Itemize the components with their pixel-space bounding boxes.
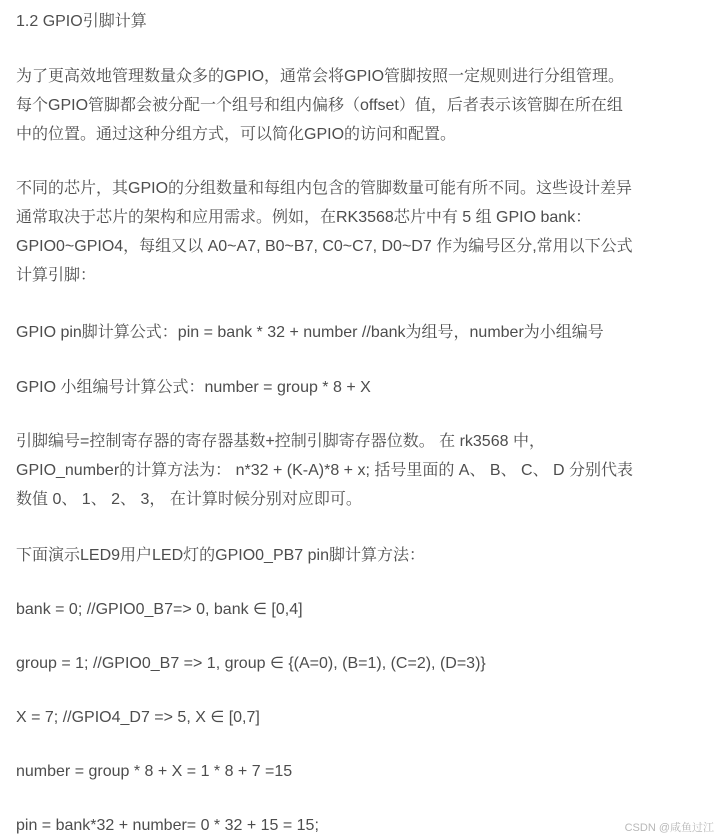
paragraph-x-line	[16, 703, 716, 732]
text-line: group = 1; //GPIO0_B7 => 1, group ∈ {(A=0), (B=1), (C=2), (D=3)}	[16, 655, 486, 672]
text-line: GPIO pin脚计算公式：pin = bank * 32 + number //bank为组号，number为小组编号	[16, 324, 604, 341]
paragraph-pin-formula	[16, 318, 716, 347]
text-line: 下面演示LED9用户LED灯的GPIO0_PB7 pin脚计算方法：	[16, 547, 425, 564]
text-line: X = 7; //GPIO4_D7 => 5, X ∈ [0,7]	[16, 709, 260, 726]
csdn-watermark: CSDN @咸鱼过江	[624, 822, 714, 834]
text-line: 每个GPIO管脚都会被分配一个组号和组内偏移（offset）值，后者表示该管脚在所在组	[16, 97, 623, 114]
paragraph-number-formula	[16, 373, 716, 402]
section-heading: 1.2 GPIO引脚计算	[16, 13, 147, 30]
paragraph-group-line	[16, 649, 716, 678]
paragraph-demo-intro	[16, 541, 716, 570]
paragraph-register-explanation	[16, 427, 716, 514]
text-line: 不同的芯片，其GPIO的分组数量和每组内包含的管脚数量可能有所不同。这些设计差异	[16, 180, 633, 197]
text-line: GPIO_number的计算方法为： n*32 + (K-A)*8 + x; 括号里面的 A、 B、 C、 D 分别代表	[16, 462, 634, 479]
paragraph-chip-differences	[16, 174, 716, 290]
text-line: 计算引脚：	[16, 267, 97, 284]
text-line: number = group * 8 + X = 1 * 8 + 7 =15	[16, 763, 293, 780]
text-line: 为了更高效地管理数量众多的GPIO，通常会将GPIO管脚按照一定规则进行分组管理。	[16, 68, 625, 85]
paragraph-number-calc	[16, 757, 716, 786]
paragraph-pin-calc	[16, 811, 716, 840]
text-line: pin = bank*32 + number= 0 * 32 + 15 = 15;	[16, 817, 319, 834]
text-line: 数值 0、 1、 2、 3， 在计算时候分别对应即可。	[16, 491, 362, 508]
text-line: bank = 0; //GPIO0_B7=> 0, bank ∈ [0,4]	[16, 601, 303, 618]
paragraph-gpio-grouping	[16, 62, 716, 149]
paragraph-bank-line	[16, 595, 716, 624]
text-line: GPIO0~GPIO4，每组又以 A0~A7, B0~B7, C0~C7, D0~D7 作为编号区分,常用以下公式	[16, 238, 633, 255]
text-line: 通常取决于芯片的架构和应用需求。例如，在RK3568芯片中有 5 组 GPIO bank：	[16, 209, 592, 226]
text-line: GPIO 小组编号计算公式：number = group * 8 + X	[16, 379, 371, 396]
text-line: 引脚编号=控制寄存器的寄存器基数+控制引脚寄存器位数。 在 rk3568 中，	[16, 433, 545, 450]
text-line: 中的位置。通过这种分组方式，可以简化GPIO的访问和配置。	[16, 126, 457, 143]
